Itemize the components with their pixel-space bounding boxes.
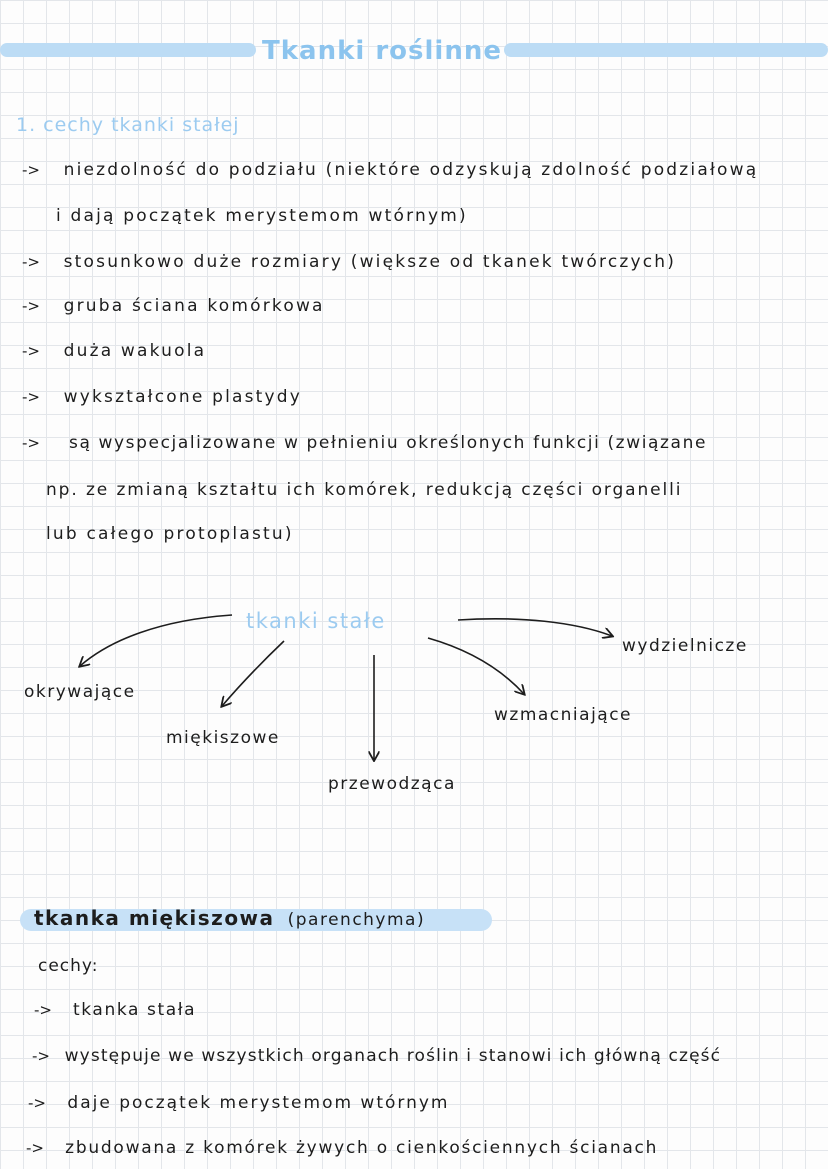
list-item-text: daje początek merystemom wtórnym — [67, 1093, 450, 1113]
list-item — [26, 1138, 658, 1158]
list-item-text: stosunkowo duże rozmiary (większe od tkanek twórczych) — [63, 252, 677, 272]
tissue-heading-sub: (parenchyma) — [287, 910, 426, 930]
arrow-icon: -> — [26, 1139, 44, 1157]
list-item-text: tkanka stała — [73, 1000, 197, 1020]
section-heading-tkanka-mieksizowa — [34, 906, 425, 930]
list-item-text: duża wakuola — [63, 341, 207, 361]
list-item — [34, 1000, 196, 1020]
arrow-icon: -> — [22, 161, 40, 179]
branch-okrywajace: okrywające — [24, 682, 136, 702]
arrow-icon: -> — [28, 1094, 46, 1112]
arrow-icon: -> — [32, 1047, 50, 1065]
arrow-to-wydzielnicze — [458, 619, 612, 636]
list-item — [28, 1093, 449, 1113]
branch-wydzielnicze: wydzielnicze — [622, 636, 748, 656]
page-title: Tkanki roślinne — [262, 36, 502, 66]
features-label: cechy: — [38, 956, 99, 976]
arrow-to-okrywajace — [80, 615, 232, 666]
list-item-continuation: i dają początek merystemom wtórnym) — [56, 206, 468, 226]
arrow-icon: -> — [34, 1001, 52, 1019]
diagram-center-label: tkanki stałe — [246, 609, 386, 633]
list-item-text: niezdolność do podziału (niektóre odzyskują zdolność podziałową — [63, 160, 759, 180]
list-item-continuation: lub całego protoplastu) — [46, 524, 294, 544]
branch-wzmacniajace: wzmacniające — [494, 705, 633, 725]
list-item-continuation: np. ze zmianą kształtu ich komórek, redukcją części organelli — [46, 480, 683, 500]
arrow-icon: -> — [22, 297, 40, 315]
list-item-text: są wyspecjalizowane w pełnieniu określonych funkcji (związane — [69, 433, 708, 453]
arrow-to-mieksizowe — [222, 641, 284, 706]
section-heading-cechy: 1. cechy tkanki stałej — [16, 114, 240, 136]
list-item-text: gruba ściana komórkowa — [63, 296, 325, 316]
arrow-icon: -> — [22, 253, 40, 271]
branch-przewodzaca: przewodząca — [328, 774, 456, 794]
arrow-icon: -> — [22, 342, 40, 360]
list-item-text: zbudowana z komórek żywych o cienkościennych ścianach — [65, 1138, 659, 1158]
list-item — [32, 1046, 721, 1066]
arrow-to-wzmacniajace — [428, 638, 524, 694]
list-item-text: wykształcone plastydy — [63, 387, 303, 407]
tissue-heading-main: tkanka miękiszowa — [34, 906, 275, 930]
arrow-icon: -> — [22, 434, 40, 452]
arrow-icon: -> — [22, 388, 40, 406]
branch-mieksizowe: miękiszowe — [166, 728, 280, 748]
list-item-text: występuje we wszystkich organach roślin i stanowi ich główną część — [64, 1046, 722, 1066]
